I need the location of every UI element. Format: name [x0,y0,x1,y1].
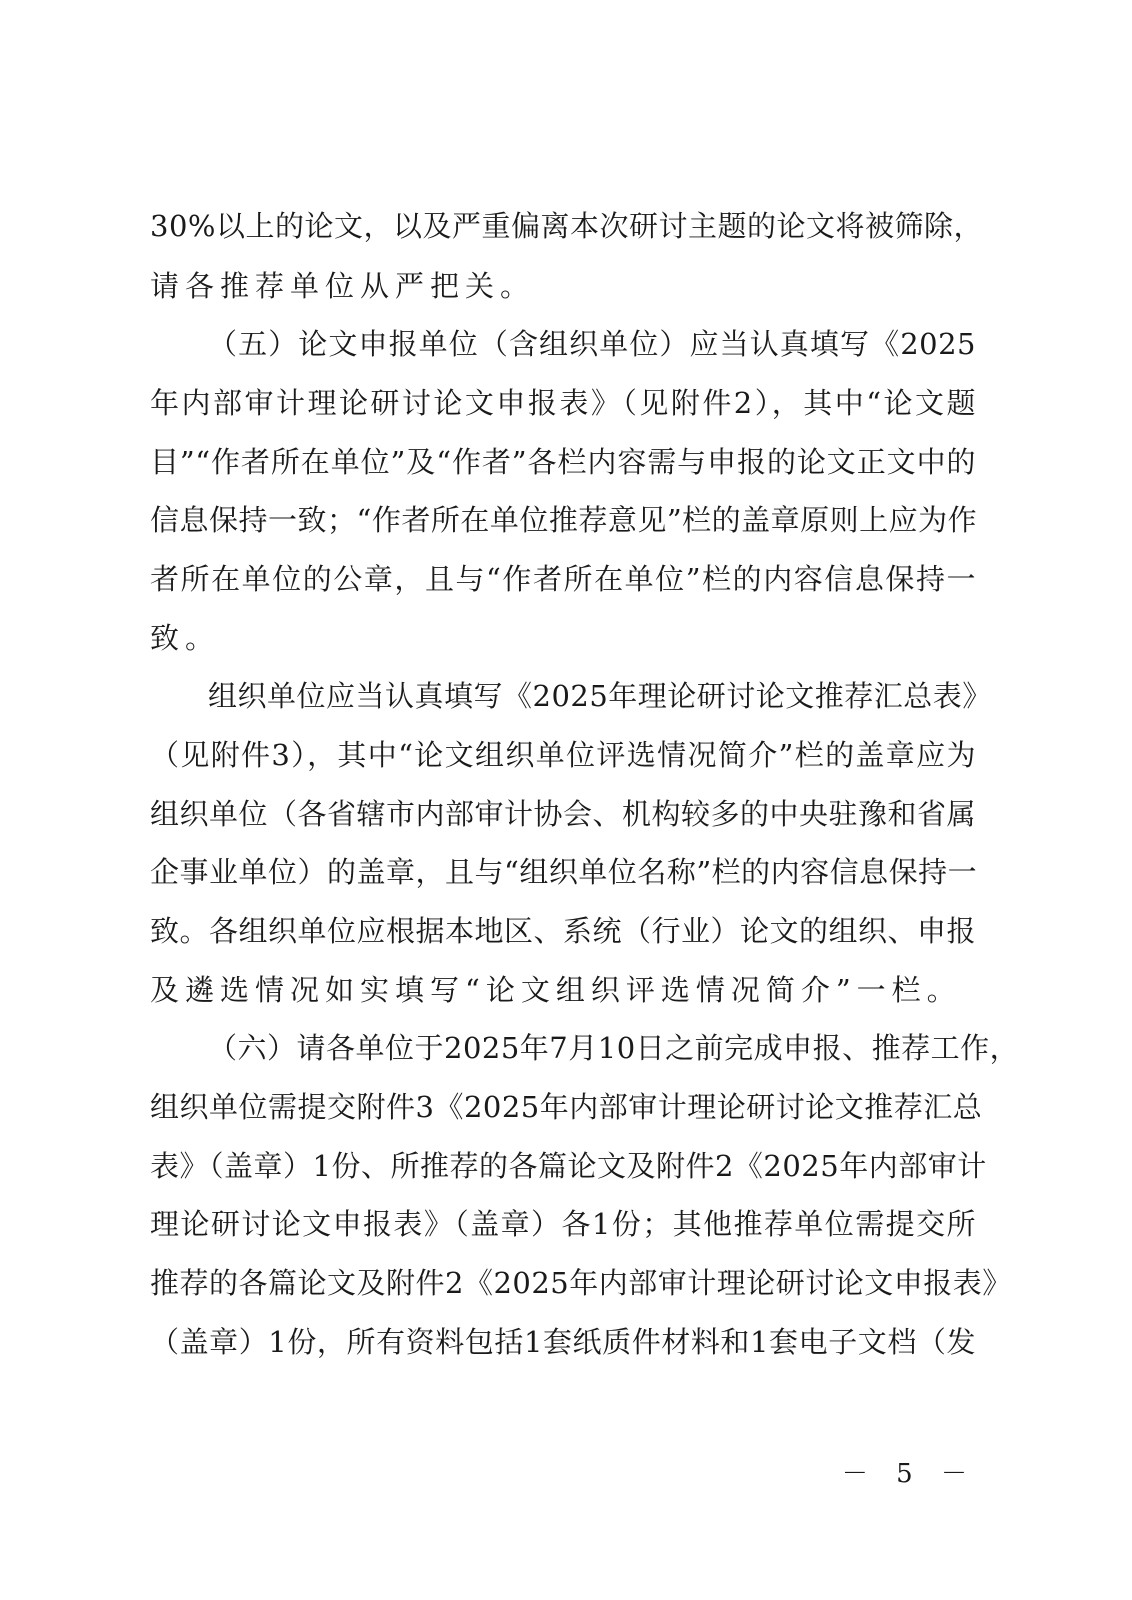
text-line-9: 组织单位应当认真填写《2025年理论研讨论文推荐汇总表》 [208,679,992,713]
page-number: － 5 － [841,1459,977,1489]
text-line-1: 30%以上的论文，以及严重偏离本次研讨主题的论文将被筛除， [150,209,983,243]
text-line-19: 推荐的各篇论文及附件2《2025年内部审计理论研讨论文申报表》 [150,1266,1012,1300]
text-line-6: 信息保持一致；“作者所在单位推荐意见”栏的盖章原则上应为作 [150,503,978,537]
text-line-5: 目”“作者所在单位”及“作者”各栏内容需与申报的论文正文中的 [150,445,976,479]
text-line-4: 年内部审计理论研讨论文申报表》（见附件2），其中“论文题 [150,386,976,420]
text-line-17: 表》（盖章）1份、所推荐的各篇论文及附件2《2025年内部审计 [150,1149,987,1183]
text-line-7: 者所在单位的公章，且与“作者所在单位”栏的内容信息保持一 [150,562,976,596]
text-line-8: 致。 [150,621,221,655]
text-line-18: 理论研讨论文申报表》（盖章）各1份；其他推荐单位需提交所 [150,1207,976,1241]
text-line-20: （盖章）1份，所有资料包括1套纸质件材料和1套电子文档（发 [150,1325,976,1359]
text-line-11: 组织单位（各省辖市内部审计协会、机构较多的中央驻豫和省属 [150,797,977,831]
text-line-16: 组织单位需提交附件3《2025年内部审计理论研讨论文推荐汇总 [150,1090,983,1124]
text-line-2: 请各推荐单位从严把关。 [150,269,536,303]
text-line-14: 及遴选情况如实填写“论文组织评选情况简介”一栏。 [150,973,962,1007]
text-line-10: （见附件3），其中“论文组织单位评选情况简介”栏的盖章应为 [150,738,976,772]
text-line-3: （五）论文申报单位（含组织单位）应当认真填写《2025 [208,327,976,361]
text-line-12: 企事业单位）的盖章，且与“组织单位名称”栏的内容信息保持一 [150,855,978,889]
text-line-15: （六）请各单位于2025年7月10日之前完成申报、推荐工作， [208,1031,1020,1065]
text-line-13: 致。各组织单位应根据本地区、系统（行业）论文的组织、申报 [150,914,977,948]
